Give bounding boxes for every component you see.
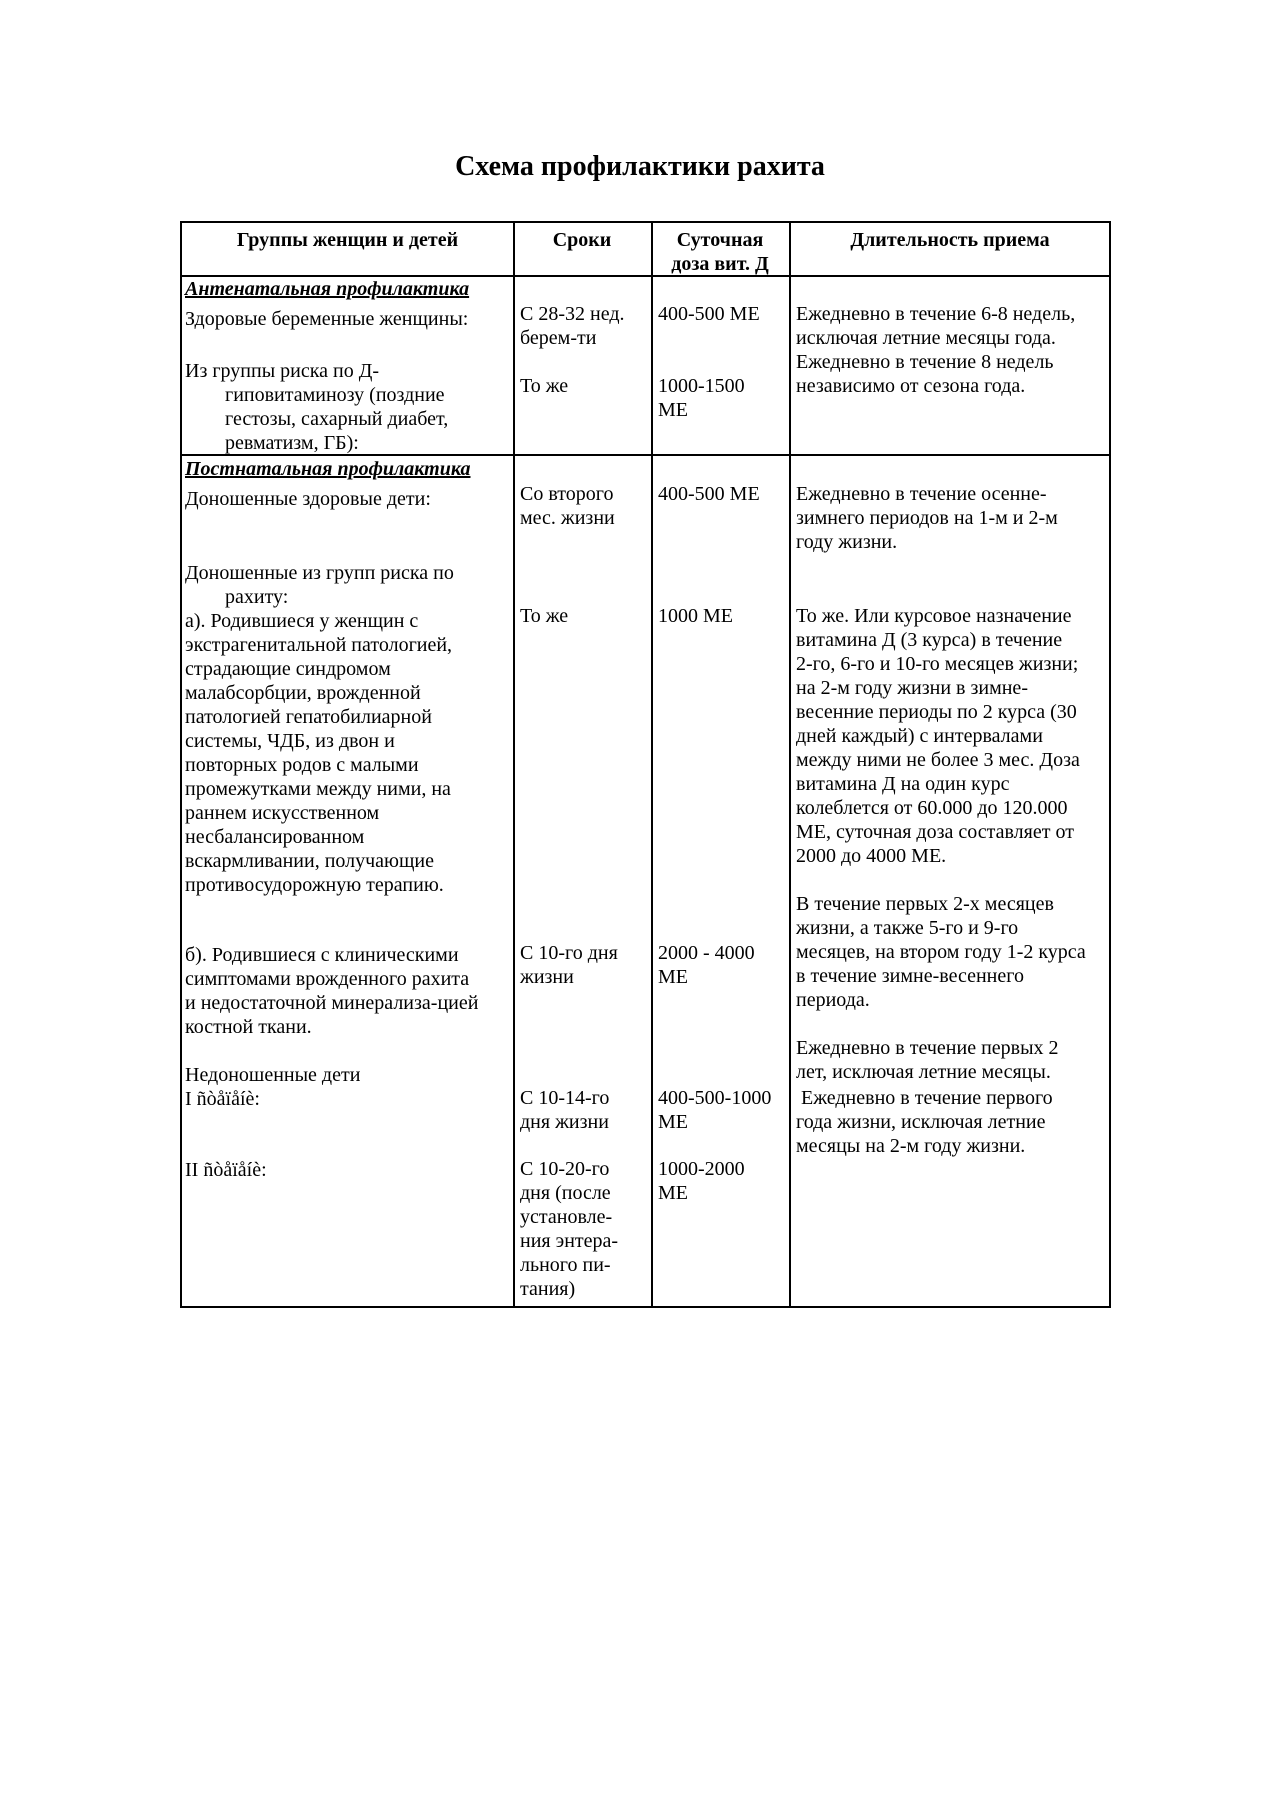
duration-text: месяцев, на втором году 1-2 курса bbox=[796, 941, 1086, 963]
group-risk-a: повторных родов с малыми bbox=[185, 754, 419, 776]
dose-text: МЕ bbox=[658, 399, 688, 421]
duration-text: МЕ, суточная доза составляет от bbox=[796, 821, 1074, 843]
group-premature: Недоношенные дети bbox=[185, 1064, 361, 1086]
duration-text: Ежедневно в течение 8 недель bbox=[796, 351, 1054, 373]
dose-text: 400-500-1000 bbox=[658, 1087, 772, 1109]
group-risk-pregnant: гестозы, сахарный диабет, bbox=[225, 408, 449, 430]
period-text: ния энтера- bbox=[520, 1230, 619, 1252]
group-degree-1: I ñòåïåíè: bbox=[185, 1088, 260, 1110]
header-dose-line1: Суточная bbox=[676, 229, 764, 251]
group-healthy-term: Доношенные здоровые дети: bbox=[185, 488, 431, 510]
duration-text: В течение первых 2-х месяцев bbox=[796, 893, 1054, 915]
dose-text: 1000-1500 bbox=[658, 375, 745, 397]
column-divider bbox=[789, 223, 791, 1306]
group-risk-a: раннем искусственном bbox=[185, 802, 380, 824]
group-risk-a: системы, ЧДБ, из двон и bbox=[185, 730, 395, 752]
duration-text: жизни, а также 5-го и 9-го bbox=[796, 917, 1019, 939]
group-risk-a: промежутками между ними, на bbox=[185, 778, 451, 800]
period-text: дня жизни bbox=[520, 1111, 609, 1133]
period-text: мес. жизни bbox=[520, 507, 615, 529]
duration-text: между ними не более 3 мес. Доза bbox=[796, 749, 1080, 771]
header-period: Сроки bbox=[552, 229, 612, 251]
duration-text: независимо от сезона года. bbox=[796, 375, 1026, 397]
group-risk-a: экстрагенитальной патологией, bbox=[185, 634, 453, 656]
period-text: С 10-14-го bbox=[520, 1087, 610, 1109]
dose-text: 400-500 МЕ bbox=[658, 483, 760, 505]
period-text: Со второго bbox=[520, 483, 614, 505]
group-risk-pregnant: ревматизм, ГБ): bbox=[225, 432, 359, 454]
group-risk-a: противосудорожную терапию. bbox=[185, 874, 444, 896]
period-text: С 28-32 нед. bbox=[520, 303, 625, 325]
dose-text: 1000-2000 bbox=[658, 1158, 745, 1180]
group-risk-b: костной ткани. bbox=[185, 1016, 312, 1038]
dose-text: МЕ bbox=[658, 1111, 688, 1133]
duration-text: витамина Д на один курс bbox=[796, 773, 1010, 795]
group-risk-a: страдающие синдромом bbox=[185, 658, 391, 680]
header-dose-line2: доза вит. Д bbox=[671, 253, 769, 275]
duration-text: 2-го, 6-го и 10-го месяцев жизни; bbox=[796, 653, 1079, 675]
duration-text: 2000 до 4000 МЕ. bbox=[796, 845, 947, 867]
period-text: С 10-20-го bbox=[520, 1158, 610, 1180]
period-text: берем-ти bbox=[520, 327, 597, 349]
duration-text: Ежедневно в течение первого bbox=[796, 1087, 1053, 1109]
duration-text: зимнего периодов на 1-м и 2-м bbox=[796, 507, 1058, 529]
duration-text: весенние периоды по 2 курса (30 bbox=[796, 701, 1077, 723]
duration-text: периода. bbox=[796, 989, 870, 1011]
period-text: То же bbox=[520, 605, 569, 627]
duration-text: году жизни. bbox=[796, 531, 898, 553]
dose-text: 400-500 МЕ bbox=[658, 303, 760, 325]
duration-text: колеблется от 60.000 до 120.000 bbox=[796, 797, 1068, 819]
group-healthy-pregnant: Здоровые беременные женщины: bbox=[185, 308, 469, 330]
page-title: Схема профилактики рахита bbox=[455, 151, 825, 182]
dose-text: МЕ bbox=[658, 1182, 688, 1204]
group-degree-2: II ñòåïåíè: bbox=[185, 1159, 267, 1181]
dose-text: 2000 - 4000 bbox=[658, 942, 755, 964]
period-text: дня (после bbox=[520, 1182, 611, 1204]
duration-text: года жизни, исключая летние bbox=[796, 1111, 1046, 1133]
section-antenatal: Антенатальная профилактика bbox=[185, 278, 470, 300]
period-text: тания) bbox=[520, 1278, 576, 1300]
header-groups: Группы женщин и детей bbox=[236, 229, 459, 251]
period-text: С 10-го дня bbox=[520, 942, 618, 964]
duration-text: месяцы на 2-м году жизни. bbox=[796, 1135, 1026, 1157]
group-risk-a: а). Родившиеся у женщин с bbox=[185, 610, 419, 632]
duration-text: витамина Д (3 курса) в течение bbox=[796, 629, 1063, 651]
prophylaxis-table bbox=[180, 221, 1111, 1308]
group-risk-a: патологией гепатобилиарной bbox=[185, 706, 432, 728]
section-postnatal: Постнатальная профилактика bbox=[185, 458, 471, 480]
period-text: жизни bbox=[520, 966, 574, 988]
duration-text: в течение зимне-весеннего bbox=[796, 965, 1024, 987]
duration-text: То же. Или курсовое назначение bbox=[796, 605, 1072, 627]
group-risk-heading: Доношенные из групп риска по bbox=[185, 562, 454, 584]
period-text: льного пи- bbox=[520, 1254, 611, 1276]
duration-text: Ежедневно в течение первых 2 bbox=[796, 1037, 1059, 1059]
duration-text: на 2-м году жизни в зимне- bbox=[796, 677, 1028, 699]
group-risk-a: несбалансированном bbox=[185, 826, 365, 848]
column-divider bbox=[513, 223, 515, 1306]
group-risk-a: малабсорбции, врожденной bbox=[185, 682, 421, 704]
group-risk-heading: рахиту: bbox=[225, 586, 289, 608]
group-risk-b: и недостаточной минерализа-цией bbox=[185, 992, 479, 1014]
column-divider bbox=[651, 223, 653, 1306]
group-risk-pregnant: Из группы риска по Д- bbox=[185, 360, 380, 382]
header-duration: Длительность приема bbox=[850, 229, 1050, 251]
duration-text: исключая летние месяцы года. bbox=[796, 327, 1056, 349]
duration-text: Ежедневно в течение осенне- bbox=[796, 483, 1047, 505]
dose-text: 1000 МЕ bbox=[658, 605, 733, 627]
period-text: установле- bbox=[520, 1206, 613, 1228]
duration-text: Ежедневно в течение 6-8 недель, bbox=[796, 303, 1076, 325]
duration-text: дней каждый) с интервалами bbox=[796, 725, 1043, 747]
group-risk-b: б). Родившиеся с клиническими bbox=[185, 944, 459, 966]
group-risk-a: вскармливании, получающие bbox=[185, 850, 434, 872]
group-risk-b: симптомами врожденного рахита bbox=[185, 968, 470, 990]
group-risk-pregnant: гиповитаминозу (поздние bbox=[225, 384, 445, 406]
dose-text: МЕ bbox=[658, 966, 688, 988]
period-text: То же bbox=[520, 375, 569, 397]
duration-text: лет, исключая летние месяцы. bbox=[796, 1061, 1051, 1083]
